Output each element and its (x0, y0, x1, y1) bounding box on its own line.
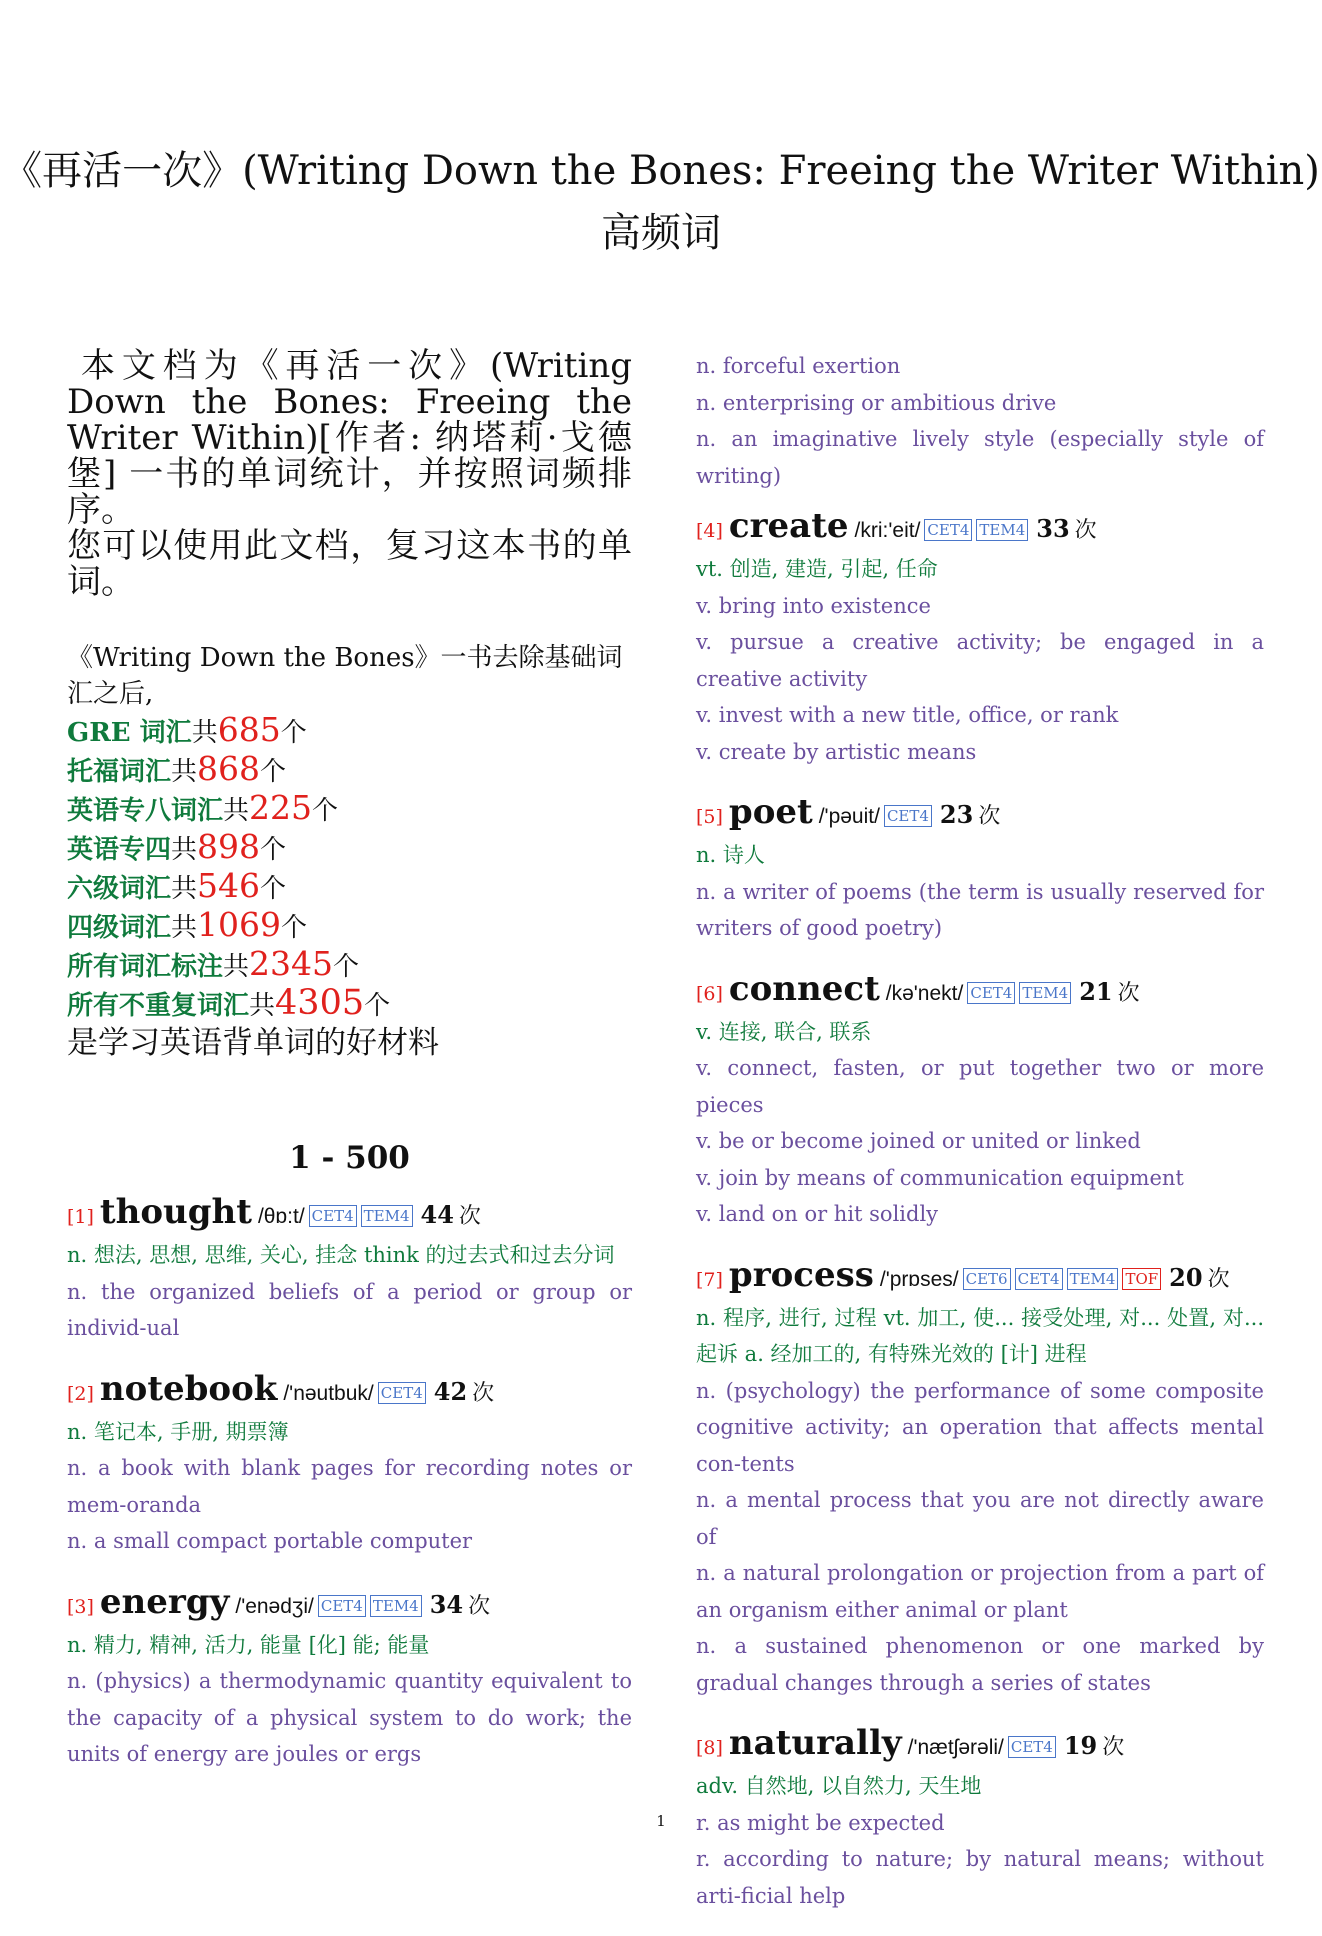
english-definition: v. invest with a new title, office, or rank (696, 703, 1119, 727)
english-definition: n. an imaginative lively style (especially style of writing) (696, 427, 1264, 488)
stat-label: 英语专四 (67, 835, 172, 865)
stat-suffix: 个 (281, 913, 308, 943)
stat-unit: 共 (223, 952, 250, 982)
stat-suffix: 个 (312, 796, 339, 826)
stat-unit: 共 (171, 874, 198, 904)
phonetic: /'nəutbuk/ (283, 1381, 374, 1405)
entry-index: [2] (67, 1382, 94, 1405)
headword: energy (99, 1581, 230, 1622)
entry-header (696, 792, 1264, 837)
exam-tag: TEM4 (361, 1205, 413, 1227)
word-entry (696, 969, 1264, 1233)
english-definition: v. bring into existence (696, 593, 931, 618)
english-definition: v. pursue a creative activity; be engaged in a creative activity (696, 630, 1264, 691)
stat-label: 所有词汇标注 (67, 952, 224, 982)
range-heading: 1 - 500 (289, 1140, 410, 1176)
frequency-count: 20 (1169, 1262, 1203, 1292)
english-definition: v. create by artistic means (696, 739, 977, 764)
stat-label: GRE 词汇 (67, 718, 192, 748)
word-entry (67, 1582, 632, 1773)
stat-unit: 共 (191, 718, 218, 748)
english-definition: n. enterprising or ambitious drive (696, 390, 1057, 415)
stat-count: 1069 (197, 905, 282, 944)
frequency-count: 34 (429, 1589, 464, 1619)
headword: create (728, 506, 849, 546)
exam-tag: CET4 (884, 805, 932, 827)
phonetic: /'prɒses/ (879, 1267, 959, 1291)
english-definition: n. a book with blank pages for recording notes or mem-oranda (67, 1456, 632, 1517)
stats-list (67, 712, 632, 1024)
english-definition: r. according to nature; by natural means; without arti-ficial help (696, 1847, 1264, 1908)
stat-suffix: 个 (333, 952, 360, 982)
word-entry (67, 1369, 632, 1560)
chinese-definition: v. 连接, 联合, 联系 (696, 1019, 872, 1044)
english-definition: n. forceful exertion (696, 354, 901, 378)
word-entry (696, 1255, 1264, 1702)
stat-line (67, 907, 632, 946)
stat-count: 868 (197, 749, 261, 788)
chinese-definition: n. 笔记本, 手册, 期票簿 (67, 1419, 289, 1444)
entry-index: [3] (67, 1595, 94, 1618)
frequency-unit: 次 (468, 1593, 491, 1619)
entry-header (696, 506, 1264, 551)
headword: naturally (728, 1723, 902, 1763)
stat-count: 685 (217, 710, 281, 749)
stat-suffix: 个 (260, 874, 287, 904)
word-entry (696, 792, 1264, 947)
frequency-unit: 次 (1117, 980, 1140, 1006)
stat-suffix: 个 (280, 718, 307, 748)
english-definition: v. be or become joined or united or linked (696, 1129, 1141, 1153)
headword: notebook (99, 1368, 278, 1409)
stat-line (67, 712, 632, 751)
frequency-unit: 次 (1102, 1735, 1125, 1760)
phonetic: /θɒ:t/ (257, 1205, 305, 1228)
frequency-count: 23 (939, 800, 974, 829)
entry-index: [6] (696, 982, 723, 1005)
exam-tag: TOF (1122, 1268, 1161, 1290)
stat-suffix: 个 (364, 991, 391, 1021)
stat-suffix: 个 (260, 757, 287, 787)
summary-lead: 《Writing Down the Bones》一书去除基础词汇之后, (67, 643, 623, 709)
stat-count: 4305 (275, 983, 365, 1023)
english-definition: n. (physics) a thermodynamic quantity equivalent to the capacity of a physical system to do work; the units of energy are joules or ergs (67, 1669, 632, 1766)
page-number: 1 (656, 1812, 666, 1830)
exam-tag: CET4 (378, 1382, 426, 1404)
frequency-unit: 次 (978, 804, 1001, 829)
word-entry (67, 1192, 632, 1347)
stat-label: 英语专八词汇 (67, 796, 224, 826)
phonetic: /'pəuit/ (818, 805, 880, 828)
english-definition: n. a small compact portable computer (67, 1529, 473, 1553)
entry-index: [7] (696, 1268, 723, 1291)
stat-line (67, 946, 632, 985)
document-title (0, 140, 1322, 264)
word-entry (696, 506, 1264, 770)
chinese-definition: adv. 自然地, 以自然力, 天生地 (696, 1774, 982, 1798)
stat-count: 546 (197, 866, 261, 905)
stat-label: 所有不重复词汇 (67, 991, 250, 1021)
chinese-definition: n. 程序, 进行, 过程 vt. 加工, 使... 接受处理, 对... 处置, 对... 起诉 a. 经加工的, 有特殊光效的 [计] 进程 (696, 1305, 1264, 1366)
intro-paragraph (67, 348, 632, 600)
exam-tag: CET6 (963, 1268, 1011, 1290)
frequency-unit: 次 (1207, 1266, 1230, 1292)
english-definition: n. (psychology) the performance of some composite cognitive activity; an operation that affects mental con-tents (696, 1378, 1264, 1476)
entry-header (67, 1582, 632, 1627)
stat-label: 六级词汇 (67, 874, 172, 904)
stat-unit: 共 (249, 991, 276, 1021)
entry-continuation (696, 348, 1264, 494)
frequency-unit: 次 (458, 1204, 481, 1229)
english-definition: v. land on or hit solidly (696, 1202, 939, 1226)
left-column (67, 348, 632, 1795)
headword: poet (728, 792, 813, 832)
stat-line (67, 868, 632, 907)
title-line-2: 高频词 (601, 210, 721, 256)
entry-index: [8] (696, 1737, 723, 1759)
entry-header (696, 969, 1264, 1014)
english-definition: v. join by means of communication equipment (696, 1165, 1184, 1190)
entry-index: [4] (696, 520, 723, 542)
headword: connect (728, 968, 880, 1009)
english-definition: n. a writer of poems (the term is usually reserved for writers of good poetry) (696, 879, 1264, 940)
stat-line (67, 985, 632, 1024)
chinese-definition: vt. 创造, 建造, 引起, 任命 (696, 557, 938, 581)
exam-tag: TEM4 (1067, 1268, 1119, 1290)
entry-header (67, 1369, 632, 1414)
phonetic: /'enədʒi/ (235, 1594, 314, 1618)
headword: process (728, 1254, 874, 1295)
chinese-definition: n. 精力, 精神, 活力, 能量 [化] 能; 能量 (67, 1632, 430, 1657)
english-definition: v. connect, fasten, or put together two or more pieces (696, 1056, 1264, 1117)
frequency-unit: 次 (472, 1380, 495, 1406)
frequency-unit: 次 (1074, 518, 1097, 543)
summary-closing: 是学习英语背单词的好材料 (67, 1025, 439, 1061)
entry-header (696, 1723, 1264, 1768)
stat-label: 四级词汇 (67, 913, 172, 943)
intro-text-2: 您可以使用此文档，复习这本书的单词。 (67, 526, 632, 602)
stat-unit: 共 (223, 796, 250, 826)
english-definition: r. as might be expected (696, 1810, 945, 1835)
stat-line (67, 751, 632, 790)
exam-tag: CET4 (309, 1205, 357, 1227)
chinese-definition: n. 诗人 (696, 843, 765, 867)
entries-left (67, 1192, 632, 1773)
stat-label: 托福词汇 (67, 757, 172, 787)
exam-tag: CET4 (1015, 1268, 1063, 1290)
english-definition: n. a mental process that you are not directly aware of (696, 1488, 1264, 1549)
entry-header (696, 1255, 1264, 1300)
chinese-definition: n. 想法, 思想, 思维, 关心, 挂念 think 的过去式和过去分词 (67, 1243, 615, 1267)
exam-tag: CET4 (1008, 1736, 1056, 1758)
exam-tag: TEM4 (370, 1595, 422, 1617)
phonetic: /'nætʃərəli/ (907, 1736, 1004, 1759)
entry-header (67, 1192, 632, 1237)
entries-right (696, 506, 1264, 1914)
stat-line (67, 790, 632, 829)
frequency-count: 42 (433, 1376, 468, 1406)
stat-unit: 共 (171, 757, 198, 787)
stat-line (67, 829, 632, 868)
exam-tag: TEM4 (1019, 982, 1071, 1004)
right-column (696, 348, 1264, 1936)
title-line-1: 《再活一次》(Writing Down the Bones: Freeing the Writer Within) (2, 148, 1320, 194)
headword: thought (99, 1192, 252, 1232)
english-definition: n. a sustained phenomenon or one marked by gradual changes through a series of states (696, 1634, 1264, 1695)
stat-unit: 共 (171, 913, 198, 943)
exam-tag: CET4 (924, 519, 972, 541)
phonetic: /kə'nekt/ (885, 981, 964, 1005)
stat-count: 898 (197, 827, 261, 866)
phonetic: /kri:'eit/ (854, 519, 921, 542)
frequency-count: 19 (1063, 1731, 1098, 1760)
stat-count: 225 (249, 788, 313, 827)
frequency-count: 44 (420, 1200, 454, 1229)
entry-index: [1] (67, 1206, 94, 1228)
exam-tag: CET4 (318, 1595, 366, 1617)
frequency-count: 21 (1079, 976, 1113, 1006)
english-definition: n. a natural prolongation or projection from a part of an organism either animal or plant (696, 1561, 1264, 1622)
stat-count: 2345 (249, 944, 334, 983)
stat-suffix: 个 (260, 835, 287, 865)
stat-unit: 共 (171, 835, 198, 865)
english-definition: n. the organized beliefs of a period or group or individ-ual (67, 1279, 632, 1340)
intro-text: 本文档为《再活一次》(Writing Down the Bones: Freeing the Writer Within)[作者: 纳塔莉·戈德堡] 一书的单词统计，并按照词频排序。 (67, 346, 632, 530)
exam-tag: TEM4 (976, 519, 1028, 541)
entry-index: [5] (696, 806, 723, 828)
exam-tag: CET4 (967, 982, 1015, 1004)
frequency-count: 33 (1036, 514, 1070, 543)
